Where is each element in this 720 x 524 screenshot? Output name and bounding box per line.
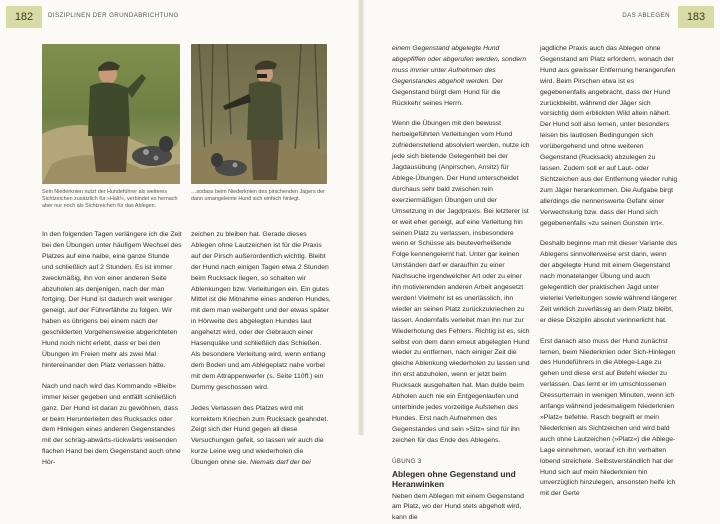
paragraph-text: Der Gegenstand bürgt dem Hund für die Rückkehr seines Herrn. — [392, 77, 504, 107]
paragraph: Wenn die Übungen mit den bewusst herbeigeführten Verleitungen vom Hund zufriedenstellend absolviert werden, nutze ich jede sich bietende Gelegenheit bei der Jagdausübung (Anpirschen, Ansitz) für Ablege-Übungen. Der Hund unterscheidet durchaus sehr bald zwischen rein exerziermäßigen Übungen und der Umsetzung in der Jagdpraxis. Bei letzterer ist er weit eher geneigt, auf eine Verleitung hin seinen Platz zu verlassen, insbesondere wenn er Schüsse als beuteverheißende Folge kennengelernt hat. Unter gar keinen Umständen darf er daraufhin zu einer Nachsuche irgendwelcher Art oder zu einer ihn motivierenden anderen Arbeit angesetzt werden! Vielmehr ist es unerlässlich, ihn wieder an seinen Platz zurückzukriechen zu lassen. Andernfalls verleitet man ihn nur zur Wiederholung des Fehlers. Richtig ist es, sich selbst von dem dann erneut abgelegten Hund wieder zu entfernen, nach einiger Zeit die gleiche Ablenkung wiederholen zu lassen und ihn erst abzuholen, wenn er jetzt beim Rucksack ausgehalten hat. Man dulde beim Abholen auch nie ein Entgegenlaufen und unterbinde jedes vorzeitige Aufstehen des Hundes. Erst nach Aufnehmen des Gegenstandes und sein »Sitz« sind für ihn zeichen für das Ende des Ablegens. — [392, 120, 530, 444]
paragraph: zeichen zu bleiben hat. Gerade dieses Ablegen ohne Lautzeichen ist für die Praxis auf der Pirsch außerordentlich wichtig. Bleibt der Hund nach einigen Tagen etwa 2 Stunden beim Rucksack liegen, so schalten wir Ablenkungen bzw. Verleitungen ein. Ein gutes Mittel ist die Mitnahme eines anderen Hundes, mit dem man weitergeht und der etwas später in Hörweite des abgelegten Hundes laut angehetzt wird, oder der Gebrauch einer Hasenquäke und schließlich das Schießen. Als besondere Verleitung wird, wenn entlang dem Boden und am Ablegeplatz nahe vorbei mit dem Attrappenwerfer (s. Seite 110ff.) ein Dummy geschossen wird. — [191, 231, 331, 391]
paragraph: In den folgenden Tagen verlängere ich die Zeit bei den Übungen unter häufigem Wechsel des Platzes auf eine halbe, eine ganze Stunde und schließlich auf 2 Stunden. Es ist immer zweckmäßig, ihn von einer anderen Seite abzuholen als denjenigen, nach der man fortging. Der Hund ist dadurch weit weniger geneigt, auf der Führerfährte zu folgen. Wir haben es übrigens bei einem nach der geschilderten Vorgehensweise abgerichteten Hund noch nicht erlebt, dass er bei den Übungen im Freien mehr als zwei Mal hintereinander den Platz verlassen hätte. — [42, 231, 182, 369]
running-head-left: DISZIPLINEN DER GRUNDABRICHTUNG — [48, 12, 179, 19]
paragraph: Erst danach also muss der Hund zunächst lernen, beim Niederknien oder Sich-Hinlegen des Hundeführers in die Ablege-Lage zu gehen und diese erst auf Befehl wieder zu verlassen. Das lernt er im umschlossenen Dressurterrain in wenigen Minuten, wenn ich anfangs während jedesmaligem Niederknien »Platz« befehle. Rasch begreift er mein Niederknien als Sichtzeichen und wird bald auch ohne Lautzeichen (»Platz«) die Ablege-Lage einnehmen, worauf ich ihn verhalten lobend streichele. Selbstverständlich hat der Hund sich auf mein Niederknien hin unverzüglich hinzulegen, ansonsten helfe ich mit der Gerte — [540, 337, 676, 498]
exercise-heading: Ablegen ohne Gegenstand und Heranwinken — [392, 468, 516, 489]
paragraph-italic: einem Gegenstand abgelegte Hund abgepfiffen oder abgerufen werden, sondern muss immer unter Aufnehmen des Gegenstandes abgeholt werden. — [392, 45, 527, 85]
page-number-right: 183 — [678, 6, 714, 28]
right-column-1 — [392, 44, 530, 524]
right-column-2 — [540, 44, 678, 500]
paragraph-text: Jedes Verlassen des Platzes wird mit korrektem Kriechen zum Rucksack geahndet. Zeigt sich der Hund gegen all diese Versuchungen gefeit, so lassen wir auch die kurze Leine weg und wiederholen die Übungen ohne sie. — [191, 404, 329, 467]
photo-hunter-kneeling — [42, 44, 180, 184]
left-column-2 — [191, 230, 331, 469]
exercise-label: ÜBUNG 3 — [392, 457, 422, 465]
paragraph: Deshalb beginne man mit dieser Variante des Ablegens sinnvollerweise erst dann, wenn der abgelegte Hund mit einem Gegenstand nach monatelanger Übung und auch gelegentlich der praktischen Jagd unter vielerlei Verleitungen sowie während längerer Zeit wirklich zuverlässig an dem Platz bleibt, er diese Disziplin absolut verinnerlicht hat. — [540, 240, 678, 324]
page-number-left: 182 — [6, 6, 42, 28]
paragraph: Nach und nach wird das Kommando »Bleib« immer leiser gegeben und entfällt schließlich ganz. Der Hund ist daran zu gewöhnen, dass er beim Herunterleiten des Rucksacks oder dem Hinlegen eines anderen Gegenstandes mit der schräg-abwärts-rückwärts weisenden flachen Hand bei dem Gegenstand auch ohne Hör- — [42, 382, 181, 467]
book-gutter — [358, 0, 364, 435]
running-head-right: DAS ABLEGEN — [622, 12, 670, 19]
paragraph: Neben dem Ablegen mit einem Gegenstand am Platz, wo der Hund stets abgeholt wird, kann die — [392, 492, 524, 522]
photo-hunter-binoculars — [191, 44, 327, 184]
paragraph: jagdliche Praxis auch das Ablegen ohne Gegenstand am Platz erfordern, wonach der Hund aus gewisser Entfernung herangerufen wird. Beim Pirschen etwa ist es gegebenenfalls angebracht, dass der Hund zurückbleibt, während der Jäger sich vorsichtig dem erblickten Wild allein nähert. Der Hund soll also lernen, unter besonders leisen bis lautlosen Bedingungen sich vorübergehend und ohne weiteren Gegenstand (Rucksack) abzulegen zu lassen. Zudem soll er auf Laut- oder Sichtzeichen aus der Entfernung wieder ruhig zum Jäger herankommen. Die Aufgabe birgt allerdings die nennenswerte Gefahr einer Verwechslung bzw. dass der Hund sich gegebenenfalls »zu seinen Gunsten irrt«. — [540, 45, 678, 227]
paragraph — [392, 44, 530, 109]
photo-caption-right: …sodass beim Niederknien des pirschenden Jägers der dann umangeleinte Hund sich einfach hinlegt. — [191, 189, 325, 203]
paragraph — [191, 404, 331, 469]
left-column-1 — [42, 230, 182, 479]
paragraph-tail-italic: Niemals darf der bei — [249, 459, 311, 467]
photo-caption-left: Sein Niederknien nutzt der Hundeführer als weiteres Sichtzeichen zusätzlich für »Halt!«, verbindet es hernach aber nur noch als Sichtzeichen für das Ablegen. — [42, 189, 178, 210]
